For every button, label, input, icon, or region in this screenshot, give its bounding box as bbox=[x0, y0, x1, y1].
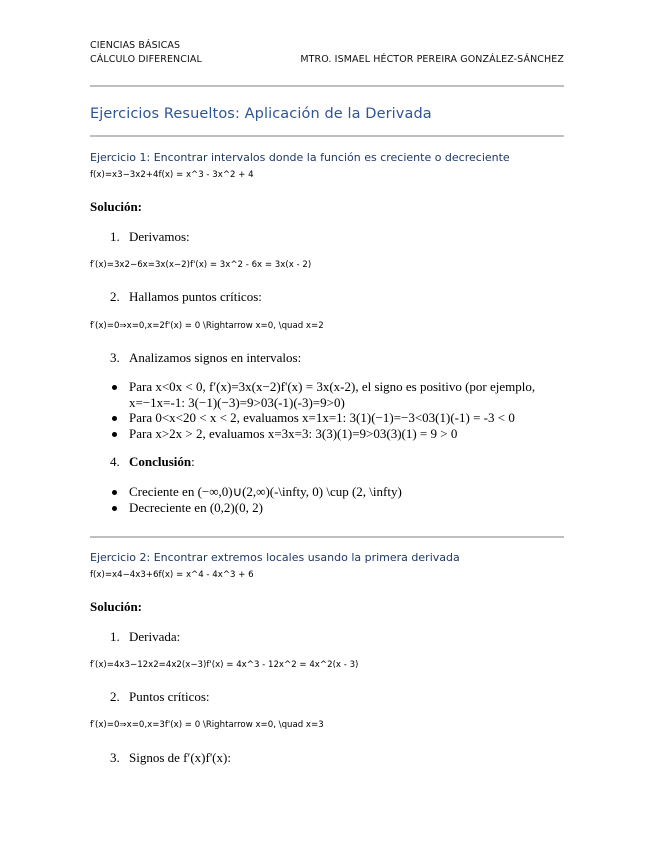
exercise-1-formula-2: f′(x)=0⇒x=0,x=2f'(x) = 0 \Rightarrow x=0, \quad x=2 bbox=[90, 321, 324, 331]
step-label: Analizamos signos en intervalos: bbox=[129, 350, 302, 365]
list-item: Para x>2x > 2, evaluamos x=3x=3: 3(3)(1)=9>03(3)(1) = 9 > 0 bbox=[110, 426, 540, 442]
exercise-2-formula-2: f′(x)=0⇒x=0,x=3f'(x) = 0 \Rightarrow x=0, \quad x=3 bbox=[90, 720, 324, 730]
step-label-suffix: : bbox=[191, 454, 195, 469]
page-title: Ejercicios Resueltos: Aplicación de la Derivada bbox=[90, 106, 432, 122]
step-label: Derivada: bbox=[129, 629, 181, 644]
exercise-2-solution-label: Solución: bbox=[90, 599, 143, 614]
header-course: CÁLCULO DIFERENCIAL bbox=[90, 54, 202, 65]
section-divider bbox=[90, 536, 564, 538]
exercise-2-step-2 bbox=[110, 689, 210, 705]
step-number: 3. bbox=[110, 750, 120, 765]
exercise-1-step-4 bbox=[110, 454, 195, 470]
step-label: Puntos críticos: bbox=[129, 689, 210, 704]
step-number: 3. bbox=[110, 350, 120, 365]
list-item: Para x<0x < 0, f′(x)=3x(x−2)f'(x) = 3x(x-2), el signo es positivo (por ejemplo, x=−1x=-1: 3(−1)(−3)=9>03(-1)(-3)=9>0) bbox=[110, 379, 540, 410]
step-label: Derivamos: bbox=[129, 229, 190, 244]
list-item: Para 0<x<20 < x < 2, evaluamos x=1x=1: 3(1)(−1)=−3<03(1)(-1) = -3 < 0 bbox=[110, 410, 540, 426]
exercise-1-step-3 bbox=[110, 350, 301, 366]
exercise-2-title: Ejercicio 2: Encontrar extremos locales usando la primera derivada bbox=[90, 551, 460, 564]
exercise-1-solution-label: Solución: bbox=[90, 199, 143, 214]
exercise-2-step-3 bbox=[110, 750, 231, 766]
step-number: 1. bbox=[110, 229, 120, 244]
step-label: Hallamos puntos críticos: bbox=[129, 289, 262, 304]
step-number: 2. bbox=[110, 689, 120, 704]
exercise-1-formula-1: f′(x)=3x2−6x=3x(x−2)f'(x) = 3x^2 - 6x = 3x(x - 2) bbox=[90, 260, 312, 270]
title-divider bbox=[90, 135, 564, 137]
exercise-1-conclusion-list bbox=[110, 484, 540, 515]
step-number: 4. bbox=[110, 454, 120, 469]
step-number: 2. bbox=[110, 289, 120, 304]
list-item: Creciente en (−∞,0)∪(2,∞)(-\infty, 0) \cup (2, \infty) bbox=[110, 484, 540, 500]
header-subject: CIENCIAS BÁSICAS bbox=[90, 40, 181, 51]
exercise-1-title: Ejercicio 1: Encontrar intervalos donde la función es creciente o decreciente bbox=[90, 151, 510, 164]
exercise-1-interval-list bbox=[110, 379, 540, 441]
exercise-1-function: f(x)=x3−3x2+4f(x) = x^3 - 3x^2 + 4 bbox=[90, 170, 254, 180]
exercise-2-formula-1: f′(x)=4x3−12x2=4x2(x−3)f'(x) = 4x^3 - 12x^2 = 4x^2(x - 3) bbox=[90, 660, 359, 670]
step-label: Signos de f′(x)f'(x): bbox=[129, 750, 231, 765]
exercise-1-step-2 bbox=[110, 289, 262, 305]
header-author: MTRO. ISMAEL HÉCTOR PEREIRA GONZÁLEZ-SÁNCHEZ bbox=[300, 54, 564, 65]
exercise-2-function: f(x)=x4−4x3+6f(x) = x^4 - 4x^3 + 6 bbox=[90, 570, 254, 580]
header-divider bbox=[90, 85, 564, 87]
step-label: Conclusión bbox=[129, 454, 192, 469]
exercise-1-step-1 bbox=[110, 229, 190, 245]
list-item: Decreciente en (0,2)(0, 2) bbox=[110, 500, 540, 516]
exercise-2-step-1 bbox=[110, 629, 180, 645]
step-number: 1. bbox=[110, 629, 120, 644]
